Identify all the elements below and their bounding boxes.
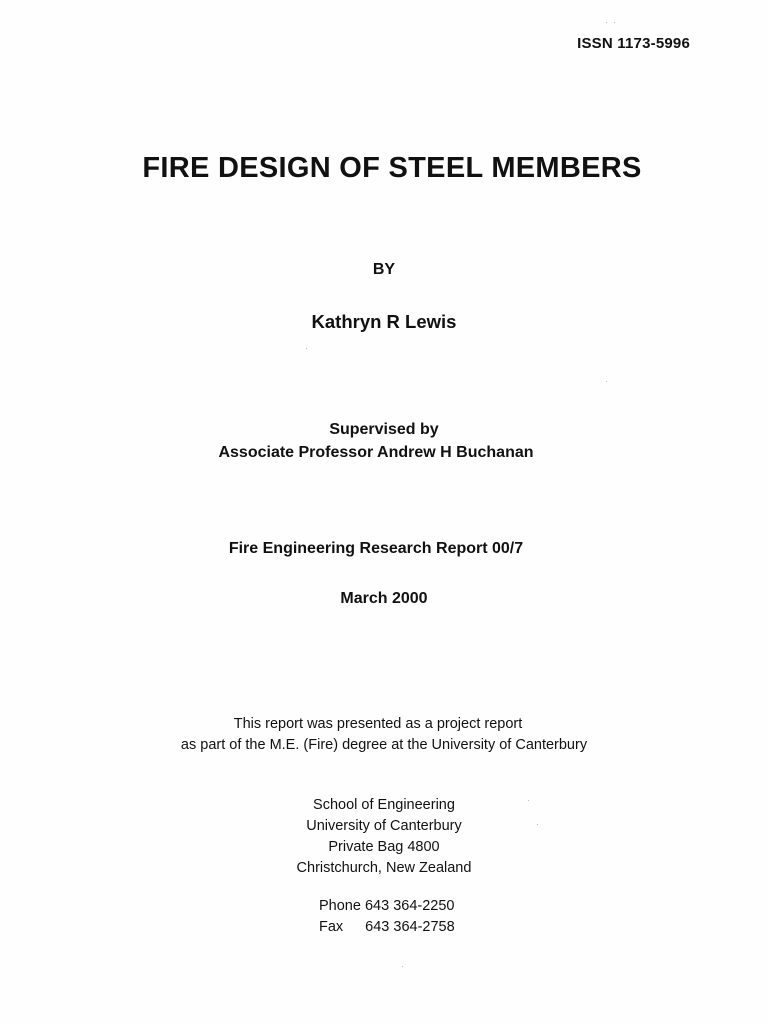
fax-number: 643 364-2758	[365, 919, 455, 935]
scan-speck	[614, 22, 615, 23]
fax-label: Fax	[319, 919, 344, 935]
fax-line	[319, 919, 455, 935]
presentation-note-line-2: as part of the M.E. (Fire) degree at the University of Canterbury	[180, 737, 588, 753]
by-label: BY	[372, 261, 396, 278]
scan-speck	[537, 824, 538, 825]
supervised-by-label: Supervised by	[329, 421, 439, 438]
phone-line	[319, 898, 454, 914]
scan-speck	[528, 800, 529, 801]
report-date: March 2000	[340, 590, 428, 607]
scan-speck	[606, 22, 607, 23]
presentation-note-line-1: This report was presented as a project report	[233, 716, 523, 732]
scan-speck	[402, 966, 403, 967]
address-line-city: Christchurch, New Zealand	[296, 860, 472, 876]
address-line-po-box: Private Bag 4800	[328, 839, 440, 855]
document-title: FIRE DESIGN OF STEEL MEMBERS	[142, 152, 642, 184]
phone-label: Phone	[319, 898, 361, 914]
address-line-university: University of Canterbury	[306, 818, 462, 834]
author-name: Kathryn R Lewis	[311, 311, 457, 332]
report-series: Fire Engineering Research Report 00/7	[228, 540, 524, 557]
address-line-school: School of Engineering	[313, 797, 455, 813]
scan-speck	[606, 381, 607, 382]
scan-speck	[306, 348, 307, 349]
supervisor-name: Associate Professor Andrew H Buchanan	[218, 444, 534, 461]
issn-number: ISSN 1173-5996	[577, 35, 690, 52]
phone-number: 643 364-2250	[364, 898, 455, 914]
